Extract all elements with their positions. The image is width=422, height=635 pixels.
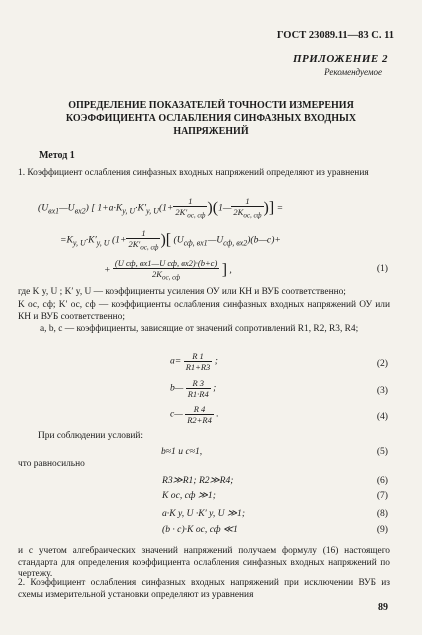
equation-5-number: (5): [376, 446, 388, 457]
definition-coefficients: a, b, c — коэффициенты, зависящие от значений сопротивлений R1, R2, R3, R4;: [40, 324, 359, 334]
paragraph-3: 2. Коэффициент ослабления синфазных входных напряжений при исключении ВУБ из схемы измерительной установки определяют из уравнения: [18, 578, 390, 600]
paragraph-1: 1. Коэффициент ослабления синфазных входных напряжений определяют из уравнения: [18, 168, 369, 178]
page-number: 89: [378, 602, 388, 613]
equation-8-number: (8): [376, 508, 388, 519]
equation-7: K ос, сф ≫1;: [162, 490, 216, 501]
equation-1-line-1: $(U_{вх1}—U_{вх2})$ [ $1+a\cdot K_{y, U}\cdot K'_{y, U}(1+$ $\frac{1}{2K'_{ос, сф}}$ )(1— $\frac{1}{2K_{ос, сф}}$ )] =: [38, 196, 284, 220]
equation-4-number: (4): [376, 411, 388, 422]
definition-cmrr: K ос, сф; K′ ос, сф — коэффициенты ослабления синфазных входных напряжений ОУ или КН и ВУБ соответственно;: [18, 300, 390, 322]
conditions-intro: При соблюдении условий:: [38, 431, 144, 441]
fraction: $\frac{1}{2K_{ос, сф}}$: [233, 196, 262, 220]
equivalent-label: что равносильно: [18, 459, 85, 469]
section-title: ОПРЕДЕЛЕНИЕ ПОКАЗАТЕЛЕЙ ТОЧНОСТИ ИЗМЕРЕНИЯ КОЭФФИЦИЕНТА ОСЛАБЛЕНИЯ СИНФАЗНЫХ ВХОДНЫХ НАПРЯЖЕНИЙ: [65, 100, 357, 137]
equation-1-number: (1): [376, 263, 388, 274]
method-heading: Метод 1: [39, 150, 75, 161]
equation-6-number: (6): [376, 475, 388, 486]
equation-4: c— $\frac{R 4}{R2+R4}$ .: [170, 404, 219, 425]
equation-5: b≈1 и c≈1,: [161, 446, 203, 457]
equation-1-line-2: $=K_{y, U}\cdot K'_{y, U}$ (1+ $\frac{1}{2K'_{ос, сф}}$ )[ $(U_{сф, вх1}—U_{сф, вх2})(b—c)+$: [60, 228, 281, 252]
appendix-status: Рекомендуемое: [324, 67, 382, 77]
equation-3: b— $\frac{R 3}{R1\cdot R4}$ ;: [170, 378, 217, 399]
equation-1-line-3: + $\frac{\text{(U сф, вх1—U сф, вх2)·(b+c)}}{2K_{ос, сф}}$ ] ,: [104, 258, 232, 282]
fraction: $\frac{\text{(U сф, вх1—U сф, вх2)·(b+c)}}{2K_{ос, сф}}$: [114, 258, 218, 282]
equation-6: R3≫R1; R2≫R4;: [162, 475, 234, 486]
equation-3-number: (3): [376, 385, 388, 396]
standard-header: ГОСТ 23089.11—83 С. 11: [276, 30, 394, 41]
fraction: $\frac{1}{2K'_{ос, сф}}$: [128, 228, 159, 252]
fraction: $\frac{1}{2K'_{ос, сф}}$: [175, 196, 206, 220]
paragraph-2: и с учетом алгебраических значений напряжений получаем формулу (16) настоящего стандарта для определения коэффициента ослабления синфазных входных напряжений по чертежу.: [18, 546, 390, 579]
equation-8: a·K y, U ·K′ y, U ≫1;: [162, 508, 246, 519]
equation-9-number: (9): [376, 524, 388, 535]
equation-2: a= $\frac{R 1}{R1+R3}$ ;: [170, 351, 218, 372]
equation-7-number: (7): [376, 490, 388, 501]
appendix-label: ПРИЛОЖЕНИЕ 2: [292, 53, 388, 65]
equation-9: (b · c)·K ос, сф ≪1: [162, 524, 238, 535]
equation-2-number: (2): [376, 358, 388, 369]
definition-gain: где K y, U ; K′ y, U — коэффициенты усиления ОУ или КН и ВУБ соответственно;: [18, 287, 346, 297]
